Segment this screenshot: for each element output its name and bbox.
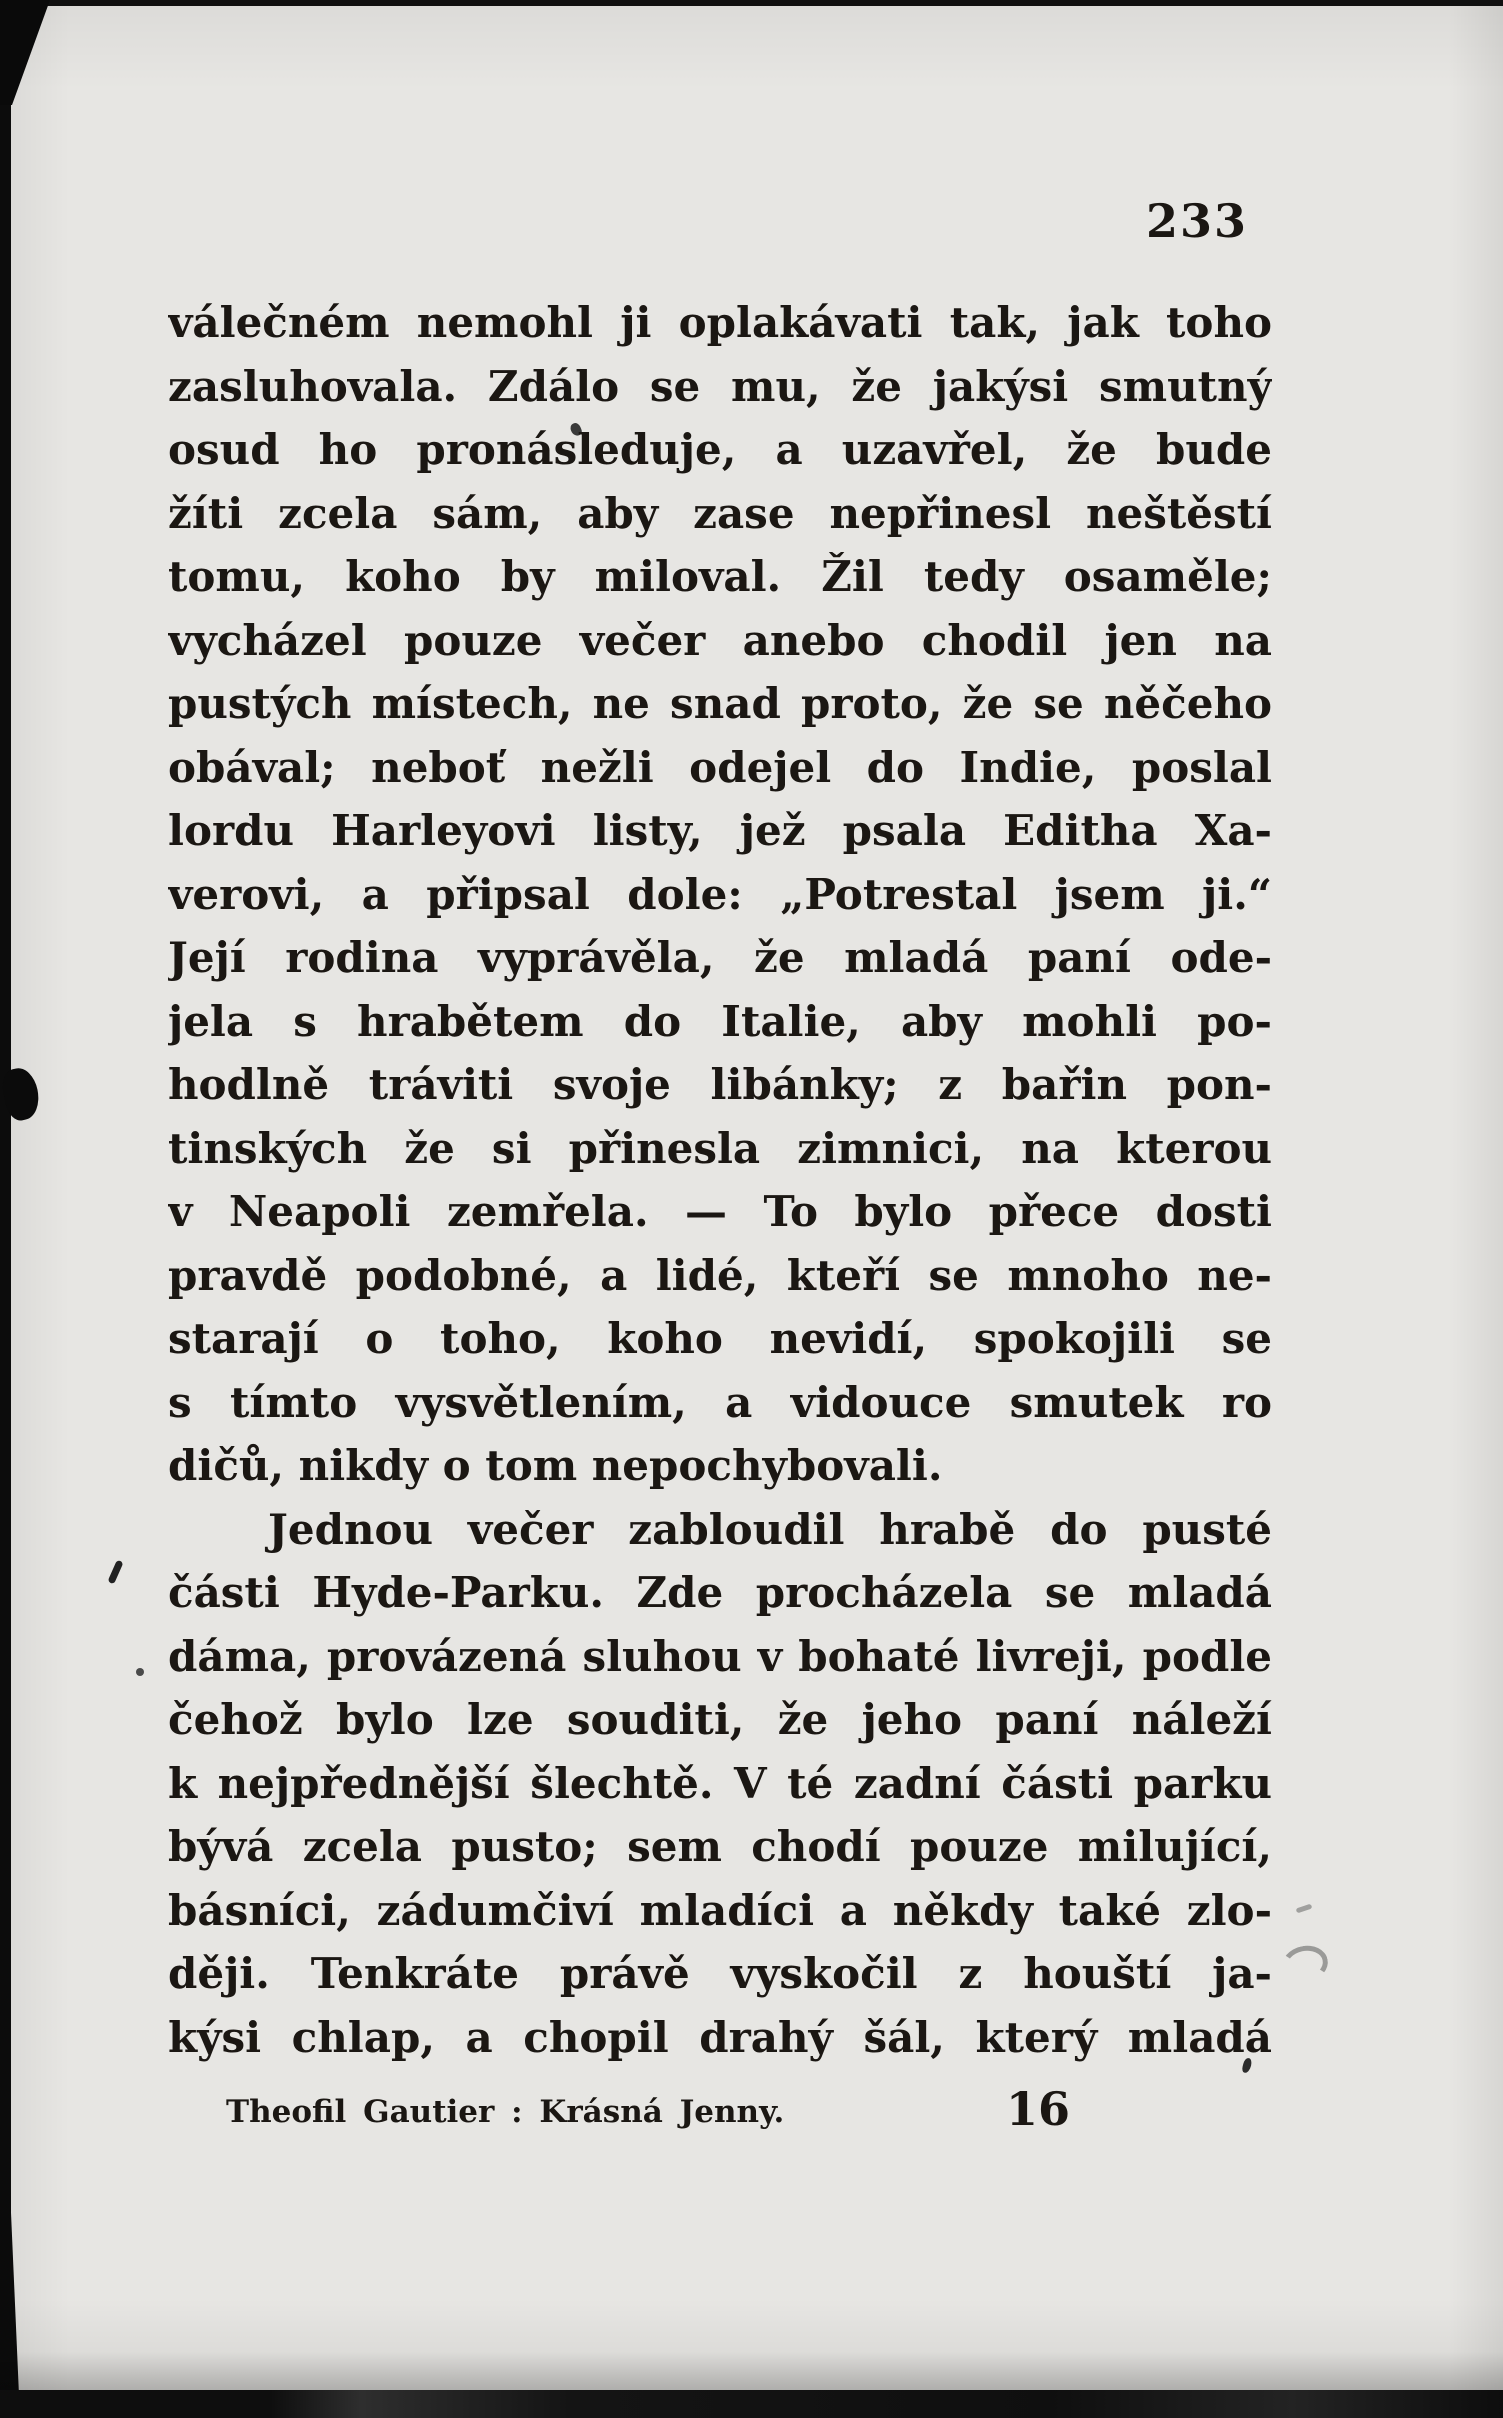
text-line: s tímto vysvětlením, a vidouce smutek ro xyxy=(168,1377,1272,1427)
ink-tick-mark xyxy=(107,1560,123,1585)
scan-bottom-shadow xyxy=(0,2352,1503,2390)
pencil-mark-curl xyxy=(1279,1942,1331,1987)
text-line: Jednou večer zabloudil hrabě do pusté xyxy=(268,1504,1272,1554)
text-line: tinských že si přinesla zimnici, na kterou xyxy=(168,1123,1272,1173)
text-line: žíti zcela sám, aby zase nepřinesl neštěstí xyxy=(168,488,1272,538)
scan-corner-wedge-top xyxy=(0,0,50,105)
text-line: ději. Tenkráte právě vyskočil z houští ja- xyxy=(168,1949,1272,1998)
scan-edge-left xyxy=(0,0,11,2418)
text-line: verovi, a připsal dole: „Potrestal jsem ji.“ xyxy=(168,869,1272,919)
text-line: dičů, nikdy o tom nepochybovali. xyxy=(168,1441,943,1490)
text-line: bývá zcela pusto; sem chodí pouze milující, xyxy=(168,1822,1272,1871)
text-line: hodlně tráviti svoje libánky; z bařin pon- xyxy=(168,1060,1272,1109)
text-line: zasluhovala. Zdálo se mu, že jakýsi smutný xyxy=(168,361,1272,411)
text-line: pravdě podobné, a lidé, kteří se mnoho ne- xyxy=(168,1250,1272,1300)
running-title: Theofil Gautier : Krásná Jenny. xyxy=(226,2094,785,2130)
text-line: válečném nemohl ji oplakávati tak, jak toho xyxy=(168,298,1272,347)
text-line: kýsi chlap, a chopil drahý šál, který mladá xyxy=(168,2012,1272,2062)
scan-edge-top xyxy=(0,0,1503,6)
text-line: jela s hrabětem do Italie, aby mohli po- xyxy=(168,996,1272,1046)
text-line: osud ho pronásleduje, a uzavřel, že bude xyxy=(168,425,1272,474)
signature-number: 16 xyxy=(1006,2082,1071,2136)
body-text xyxy=(168,291,1272,2069)
scan-edge-bottom xyxy=(0,2390,1503,2418)
text-line: pustých místech, ne snad proto, že se něčeho xyxy=(168,679,1272,728)
text-line: čehož bylo lze souditi, že jeho paní náleží xyxy=(168,1695,1272,1744)
ink-dot-mark xyxy=(136,1668,144,1676)
text-line: vycházel pouze večer anebo chodil jen na xyxy=(168,615,1272,665)
text-line: k nejpřednější šlechtě. V té zadní části parku xyxy=(168,1758,1272,1808)
text-line: dáma, provázená sluhou v bohaté livreji, podle xyxy=(168,1631,1272,1681)
text-line: starají o toho, koho nevidí, spokojili se xyxy=(168,1314,1272,1363)
page-number: 233 xyxy=(1146,194,1249,248)
text-line: tomu, koho by miloval. Žil tedy osaměle; xyxy=(168,552,1272,601)
text-line: v Neapoli zemřela. — To bylo přece dosti xyxy=(168,1187,1272,1236)
page-footer xyxy=(168,2082,1272,2152)
pencil-mark-dash xyxy=(1296,1904,1313,1914)
text-line: obával; neboť nežli odejel do Indie, poslal xyxy=(168,742,1272,792)
text-line: části Hyde-Parku. Zde procházela se mladá xyxy=(168,1568,1272,1617)
text-line: básníci, zádumčiví mladíci a někdy také zlo- xyxy=(168,1885,1272,1935)
text-line: lordu Harleyovi listy, jež psala Editha Xa- xyxy=(168,806,1272,855)
text-line: Její rodina vyprávěla, že mladá paní ode- xyxy=(168,933,1272,982)
